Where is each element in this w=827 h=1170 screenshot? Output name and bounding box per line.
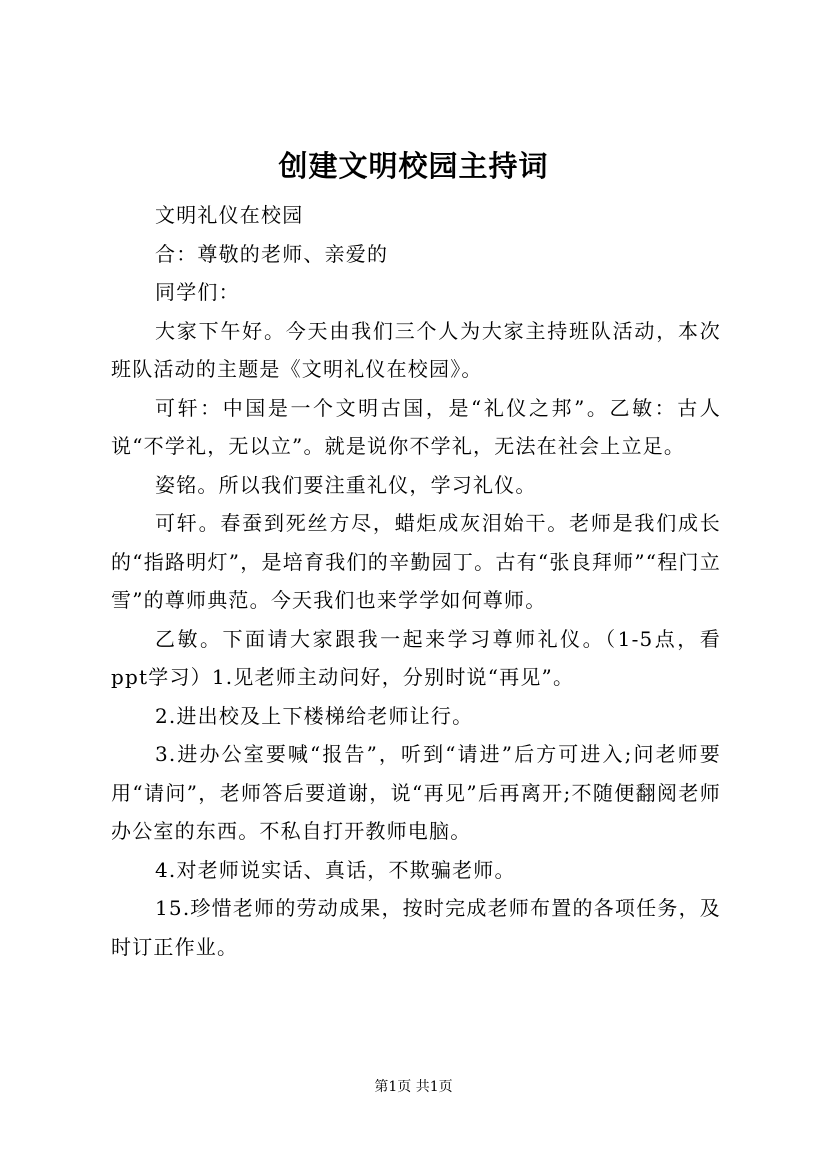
paragraph-8: 乙敏。下面请大家跟我一起来学习尊师礼仪。（1-5点，看ppt学习）1.见老师主动问好，分别时说“再见”。 [111, 626, 721, 689]
paragraph-2: 合：尊敬的老师、亲爱的 [155, 241, 389, 266]
paragraph-7: 可轩。春蚕到死丝方尽，蜡炬成灰泪始干。老师是我们成长的“指路明灯”，是培育我们的辛勤园丁。古有“张良拜师”“程门立雪”的尊师典范。今天我们也来学学如何尊师。 [111, 511, 721, 612]
paragraph-6: 姿铭。所以我们要注重礼仪，学习礼仪。 [155, 472, 537, 497]
paragraph-12: 15.珍惜老师的劳动成果，按时完成老师布置的各项任务，及时订正作业。 [111, 896, 721, 959]
page-title: 创建文明校园主持词 [278, 149, 549, 183]
page-footer: 第1页 共1页 [374, 1079, 453, 1095]
paragraph-1: 文明礼仪在校园 [155, 203, 304, 227]
paragraph-11: 4.对老师说实话、真话，不欺骗老师。 [155, 857, 516, 882]
paragraph-9: 2.进出校及上下楼梯给老师让行。 [155, 703, 474, 728]
paragraph-5: 可轩：中国是一个文明古国，是“礼仪之邦”。乙敏：古人说“不学礼，无以立”。就是说你不学礼，无法在社会上立足。 [111, 395, 721, 458]
document-body [111, 196, 721, 966]
paragraph-4: 大家下午好。今天由我们三个人为大家主持班队活动，本次班队活动的主题是《文明礼仪在校园》。 [111, 318, 721, 381]
paragraph-10: 3.进办公室要喊“报告”，听到“请进”后方可进入;问老师要用“请问”，老师答后要道谢，说“再见”后再离开;不随便翻阅老师办公室的东西。不私自打开教师电脑。 [111, 742, 721, 843]
paragraph-3: 同学们： [155, 280, 240, 304]
